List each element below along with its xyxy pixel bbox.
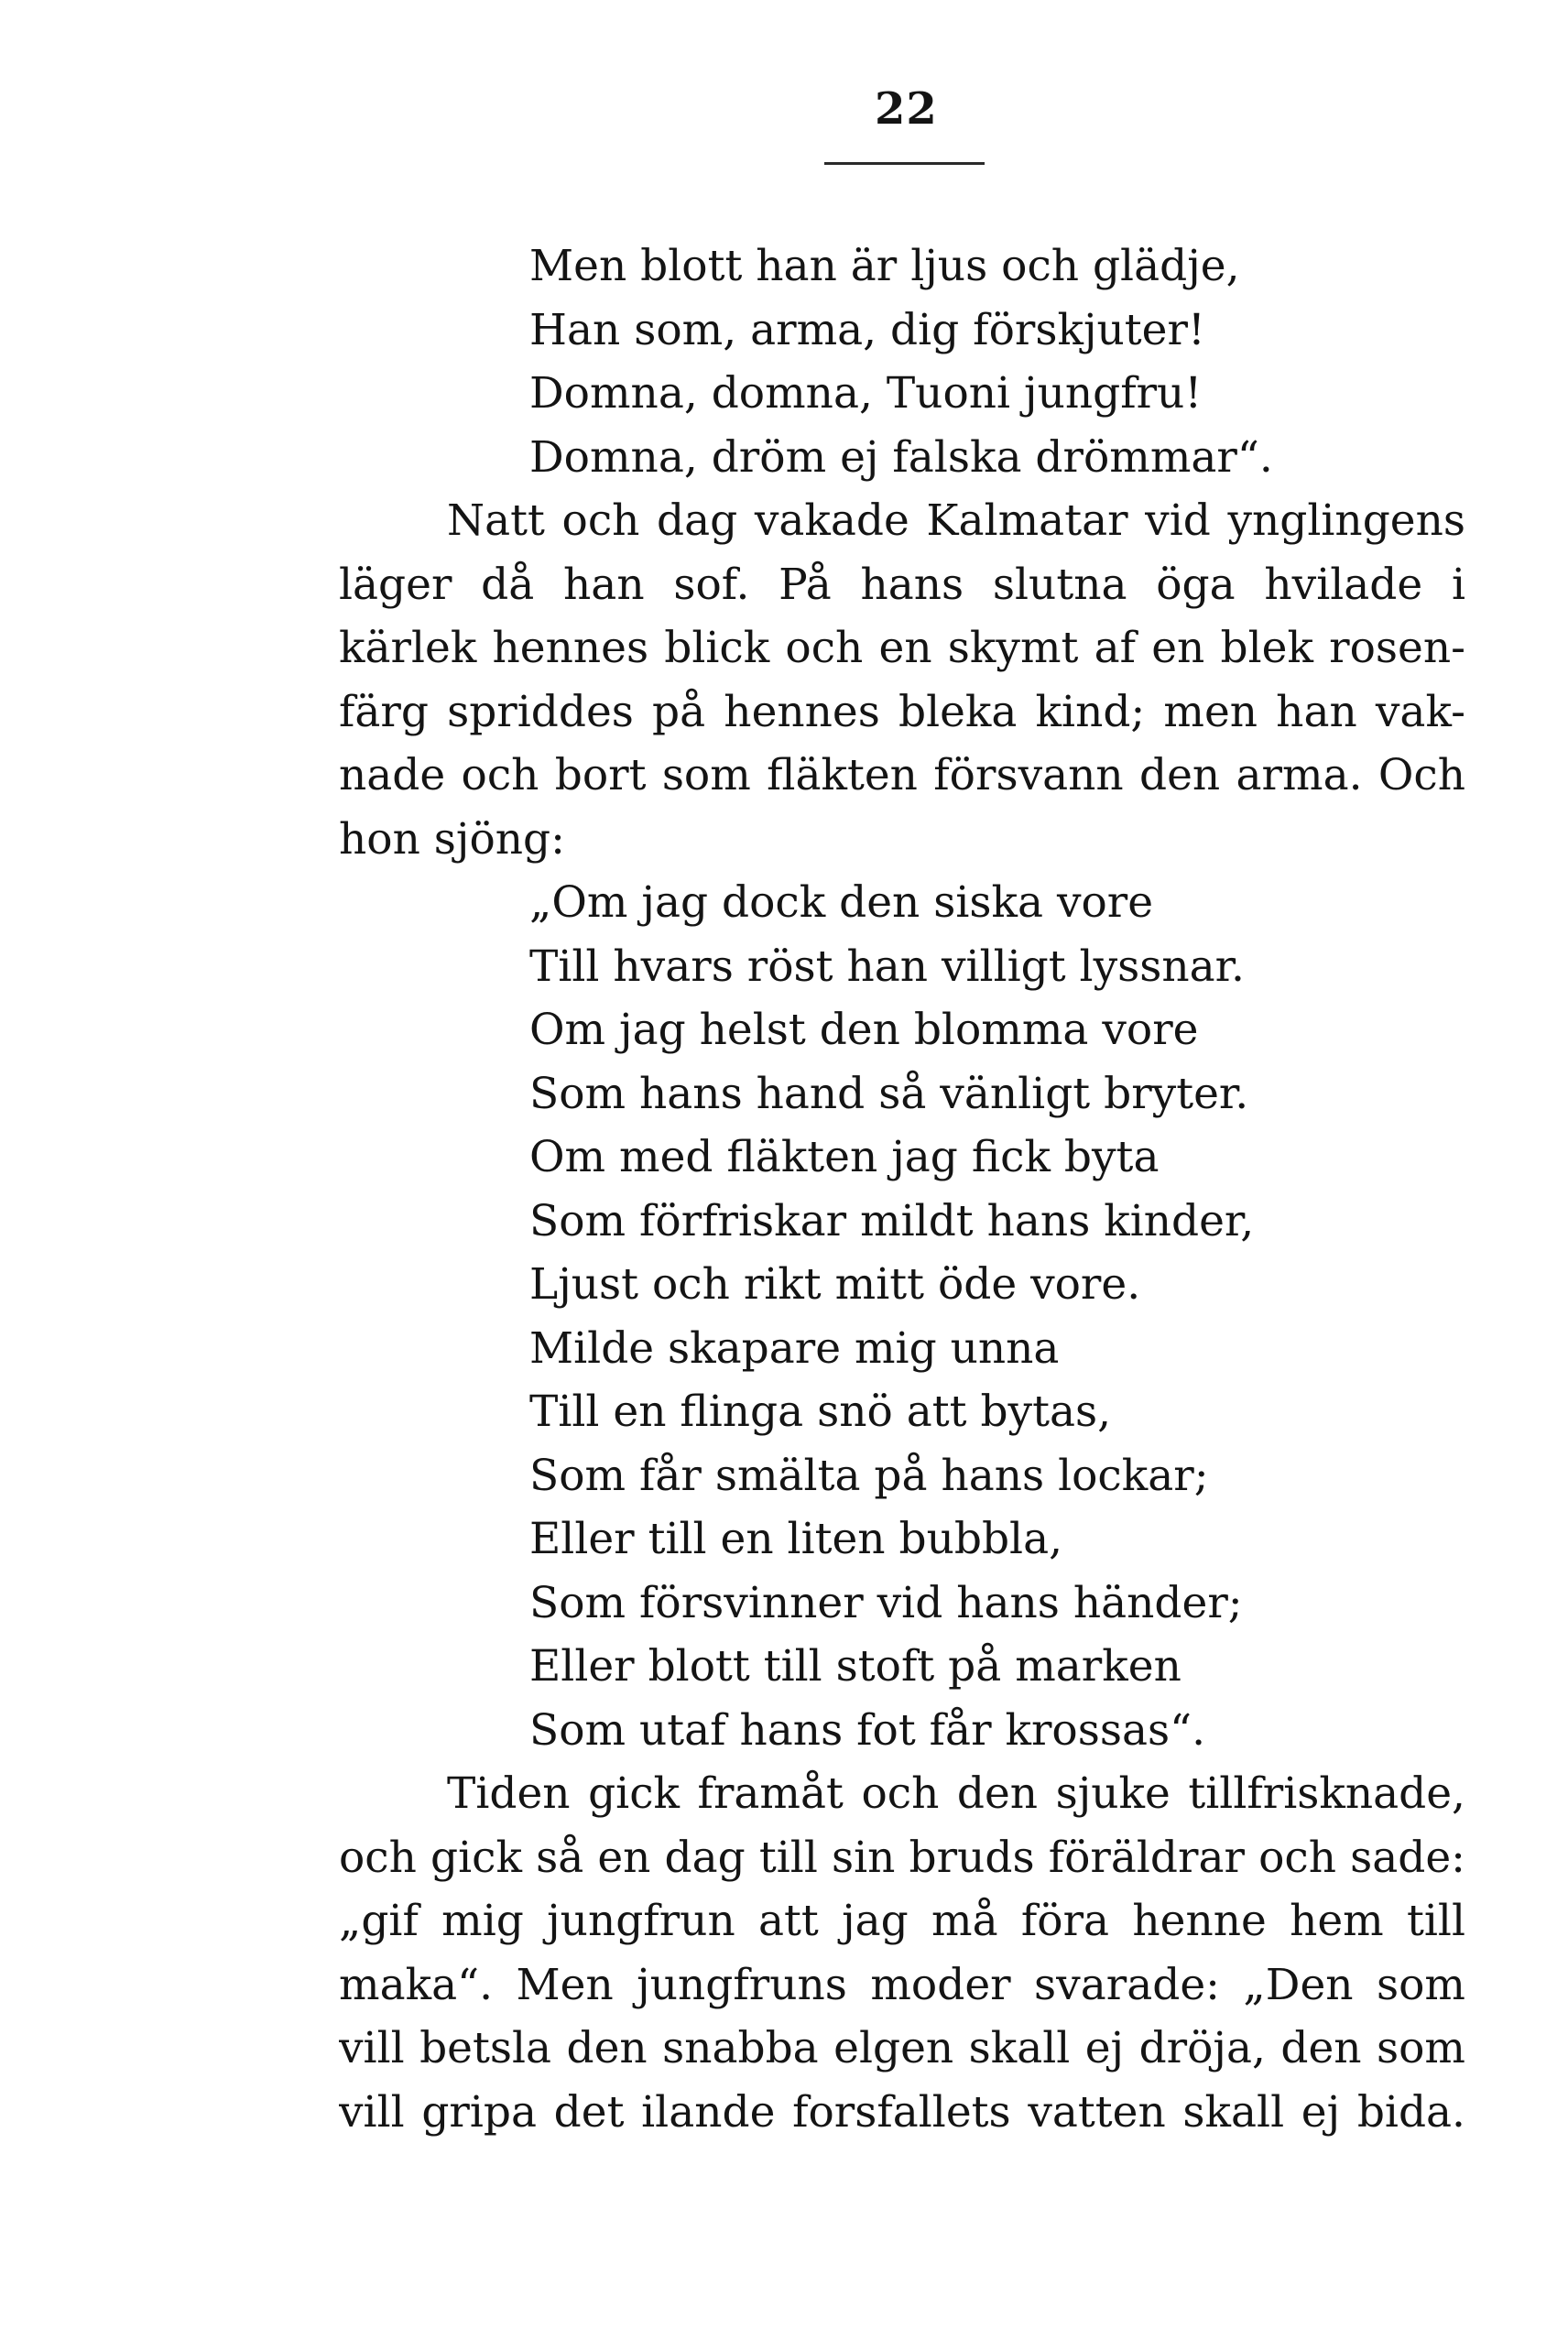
verse-line: Om jag helst den blomma vore bbox=[529, 1005, 1199, 1055]
verse-line: Som hans hand så vänligt bryter. bbox=[529, 1068, 1249, 1119]
verse-line: Ljust och rikt mitt öde vore. bbox=[529, 1259, 1141, 1310]
prose-line: vill gripa det ilande forsfallets vatten skall ej bida. bbox=[339, 2086, 1465, 2138]
verse-line: Som försvinner vid hans händer; bbox=[529, 1577, 1243, 1628]
prose-line: färg spriddes på hennes bleka kind; men han vak- bbox=[339, 686, 1465, 737]
verse-line: Eller till en liten bubbla, bbox=[529, 1514, 1063, 1564]
page-number: 22 bbox=[875, 83, 938, 135]
verse-line: Som får smälta på hans lockar; bbox=[529, 1450, 1209, 1501]
prose-line: „gif mig jungfrun att jag må föra henne hem till bbox=[339, 1896, 1465, 1946]
verse-line: „Om jag dock den siska vore bbox=[529, 877, 1154, 928]
verse-line: Domna, dröm ej falska drömmar“. bbox=[529, 431, 1273, 483]
prose-line: hon sjöng: bbox=[339, 813, 565, 865]
verse-line: Som förfriskar mildt hans kinder, bbox=[529, 1195, 1255, 1246]
verse-line: Som utaf hans fot får krossas“. bbox=[529, 1704, 1206, 1756]
verse-line: Han som, arma, dig förskjuter! bbox=[529, 304, 1205, 355]
verse-line: Om med fläkten jag fick byta bbox=[529, 1132, 1160, 1182]
verse-line: Domna, domna, Tuoni jungfru! bbox=[529, 368, 1203, 419]
prose-line: Natt och dag vakade Kalmatar vid ynglingens bbox=[447, 495, 1465, 546]
prose-line: och gick så en dag till sin bruds föräldrar och sade: bbox=[339, 1832, 1465, 1883]
prose-line: kärlek hennes blick och en skymt af en blek rosen- bbox=[339, 623, 1465, 673]
text-block bbox=[339, 234, 1465, 2144]
verse-line: Till hvars röst han villigt lyssnar. bbox=[529, 941, 1245, 992]
prose-line: läger då han sof. På hans slutna öga hvilade i bbox=[339, 559, 1465, 610]
verse-line: Till en flinga snö att bytas, bbox=[529, 1387, 1112, 1437]
prose-line: Tiden gick framåt och den sjuke tillfrisknade, bbox=[447, 1768, 1465, 1819]
verse-line: Milde skapare mig unna bbox=[529, 1322, 1060, 1374]
verse-line: Men blott han är ljus och glädje, bbox=[529, 241, 1240, 291]
verse-line: Eller blott till stoft på marken bbox=[529, 1641, 1181, 1692]
prose-line: nade och bort som fläkten försvann den arma. Och bbox=[339, 750, 1465, 800]
header-rule bbox=[824, 162, 985, 165]
prose-line: vill betsla den snabba elgen skall ej dröja, den som bbox=[339, 2023, 1465, 2073]
prose-line: maka“. Men jungfruns moder svarade: „Den som bbox=[339, 1959, 1465, 2010]
